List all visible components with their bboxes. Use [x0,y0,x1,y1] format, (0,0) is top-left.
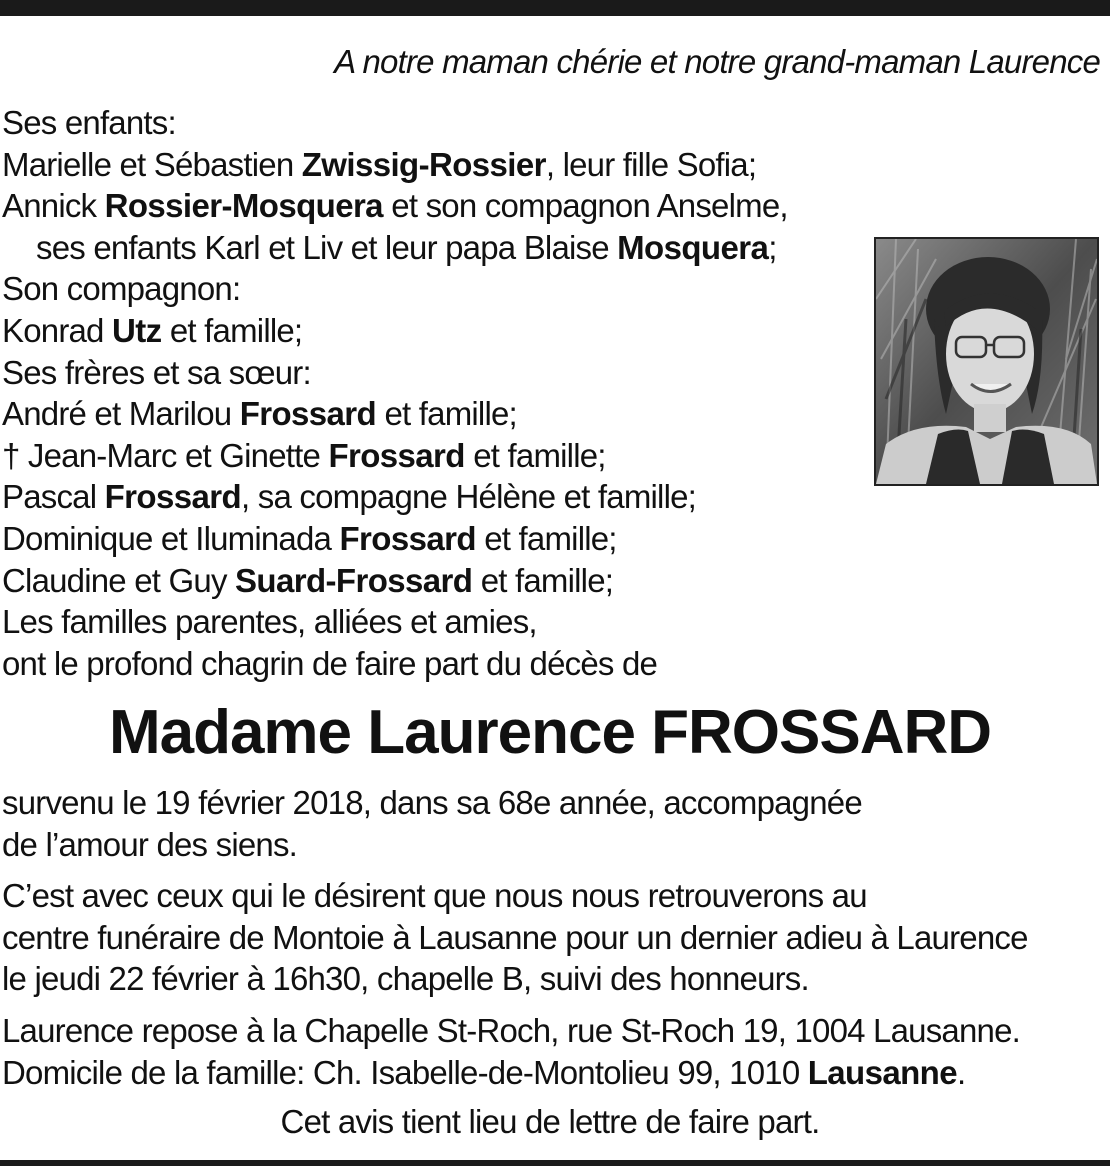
family-heading-companion: Son compagnon: [2,270,241,308]
family-line: ont le profond chagrin de faire part du décès de [2,644,658,682]
family-line [2,310,788,352]
family-heading-siblings: Ses frères et sa sœur: [2,353,311,391]
family-line-text: Pascal [2,478,105,516]
family-surname: Zwissig-Rossier [301,145,546,183]
body-line-text: . [957,1053,966,1091]
family-line-text: Claudine et Guy [2,561,236,599]
family-line-text: et son compagnon Anselme, [382,187,788,225]
family-surname: Rossier-Mosquera [104,187,383,225]
family-line-text: , leur fille Sofia; [545,145,757,183]
family-line [2,393,788,435]
family-line-text: ses enfants Karl et Liv et leur papa Blaise [36,228,618,266]
city-name: Lausanne [807,1053,957,1091]
portrait-illustration [876,239,1097,484]
family-line-text: André et Marilou [2,395,240,433]
deceased-name: Madame Laurence FROSSARD [108,698,992,767]
body-line: de l’amour des siens. [2,825,298,863]
family-line [2,560,788,602]
family-line-text: Annick [2,187,105,225]
body-line: centre funéraire de Montoie à Lausanne pour un dernier adieu à Laurence [2,918,1028,956]
family-line-text: † Jean-Marc et Ginette [2,436,329,474]
family-line-text: Konrad [2,311,112,349]
family-line-text: et famille; [161,311,303,349]
family-line-text: et famille; [376,395,517,433]
family-surname: Utz [111,311,162,349]
bottom-rule [0,1160,1110,1166]
family-line [2,144,788,186]
body-line [2,1052,1028,1094]
family-surname: Frossard [328,436,465,474]
family-line [2,476,788,518]
body-line: Laurence repose à la Chapelle St-Roch, rue St-Roch 19, 1004 Lausanne. [2,1011,1020,1049]
announcement-body [2,782,1028,1093]
family-line [2,435,788,477]
top-rule [0,0,1110,16]
body-line: survenu le 19 février 2018, dans sa 68e année, accompagnée [2,784,862,821]
dedication: A notre maman chérie et notre grand-maman Laurence [334,43,1100,80]
family-line-text: ; [768,228,777,266]
family-surname: Frossard [339,519,476,557]
portrait-photo [874,237,1099,486]
family-surname: Mosquera [617,228,769,266]
body-line-text: Domicile de la famille: Ch. Isabelle-de-Montolieu 99, 1010 [2,1053,808,1091]
family-line-text: Dominique et Iluminada [2,519,340,557]
family-list [2,102,788,684]
family-line-text: , sa compagne Hélène et famille; [241,478,697,516]
family-heading-children: Ses enfants: [2,104,176,141]
family-surname: Frossard [239,395,377,433]
closing-note: Cet avis tient lieu de lettre de faire part. [280,1103,820,1140]
family-surname: Frossard [104,478,242,516]
body-line: C’est avec ceux qui le désirent que nous nous retrouverons au [2,877,867,915]
family-line [2,227,788,269]
family-line-text: Marielle et Sébastien [2,145,302,183]
family-line [2,518,788,560]
family-line-text: et famille; [472,561,614,599]
family-line: Les familles parentes, alliées et amies, [2,603,537,641]
family-line-text: et famille; [464,436,606,474]
body-line: le jeudi 22 février à 16h30, chapelle B, suivi des honneurs. [2,960,809,998]
family-line-text: et famille; [475,519,617,557]
family-line [2,185,788,227]
family-surname: Suard-Frossard [235,561,473,599]
